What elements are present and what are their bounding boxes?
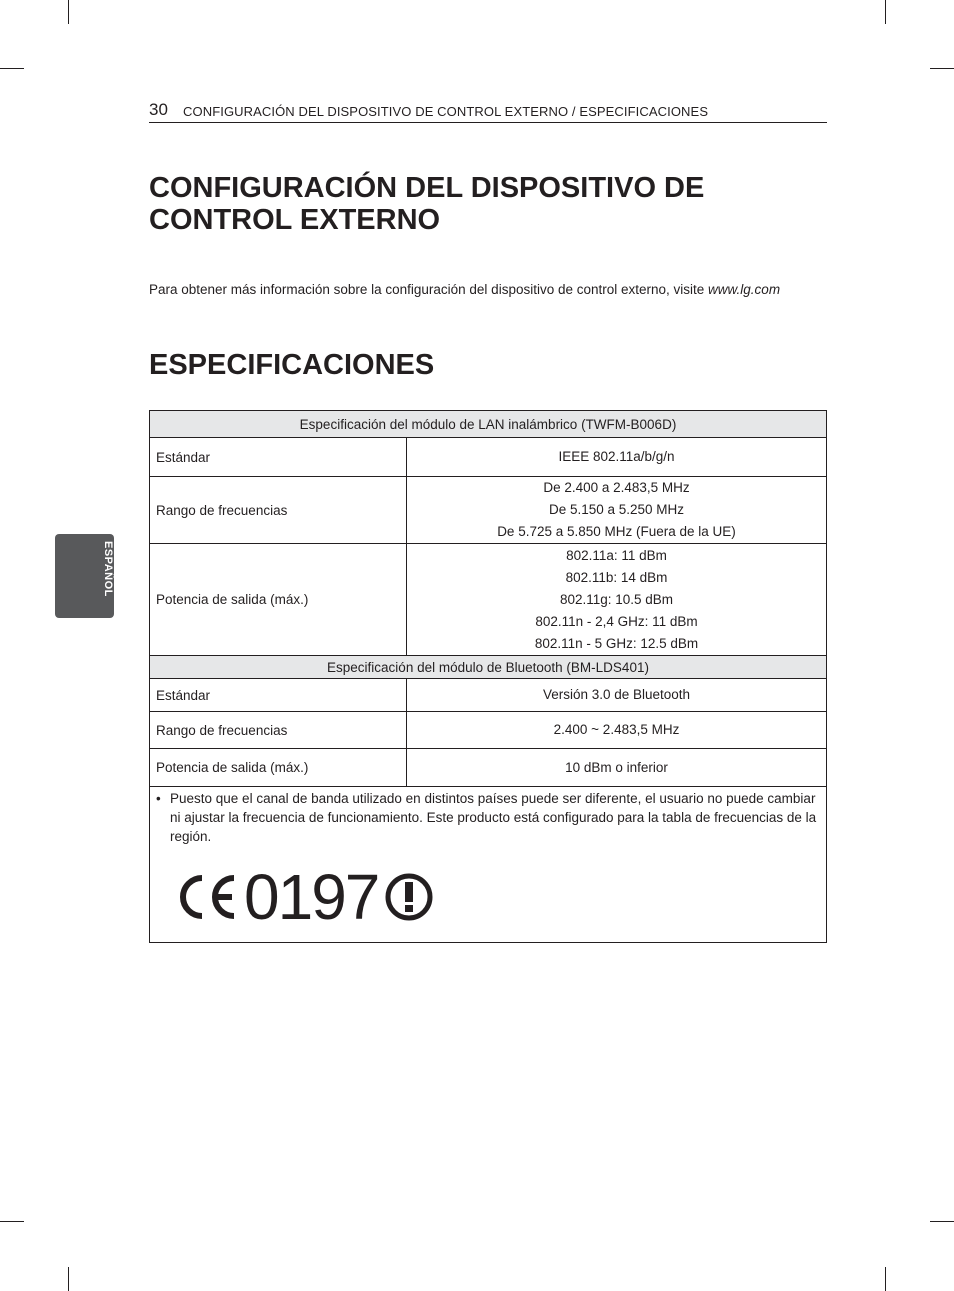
bt-header: Especificación del módulo de Bluetooth (BM-LDS401)	[150, 656, 827, 679]
note-bullet: • Puesto que el canal de banda utilizado en distintos países puede ser diferente, el usuario no puede cambiar ni ajustar la frecuencia de funcionamiento. Este producto está configurado para la tabla de frecuencias de la región.	[156, 789, 820, 846]
table-row	[150, 656, 827, 679]
row-value: IEEE 802.11a/b/g/n	[407, 438, 827, 477]
table-row	[150, 544, 827, 656]
language-tab-label: ESPAÑOL	[102, 541, 114, 597]
section-title-control: CONFIGURACIÓN DEL DISPOSITIVO DE CONTROL EXTERNO	[149, 172, 705, 236]
crop-mark	[68, 0, 69, 24]
section-title-specs: ESPECIFICACIONES	[149, 349, 435, 381]
ce-marking	[174, 862, 820, 932]
page-header	[149, 100, 827, 123]
crop-mark	[885, 1267, 886, 1291]
intro-paragraph	[149, 282, 780, 297]
page-number: 30	[149, 100, 168, 119]
ce-mark-icon	[174, 872, 238, 922]
row-label: Potencia de salida (máx.)	[150, 544, 407, 656]
row-value: De 2.400 a 2.483,5 MHz De 5.150 a 5.250 MHz De 5.725 a 5.850 MHz (Fuera de la UE)	[407, 477, 827, 544]
row-label: Estándar	[150, 438, 407, 477]
intro-text: Para obtener más información sobre la configuración del dispositivo de control externo, visite	[149, 282, 709, 297]
row-label: Potencia de salida (máx.)	[150, 749, 407, 787]
row-value: 2.400 ~ 2.483,5 MHz	[407, 712, 827, 749]
table-row	[150, 438, 827, 477]
wlan-header: Especificación del módulo de LAN inalámbrico (TWFM-B006D)	[150, 411, 827, 438]
row-label: Rango de frecuencias	[150, 712, 407, 749]
row-label: Rango de frecuencias	[150, 477, 407, 544]
crop-mark	[885, 0, 886, 24]
running-title: CONFIGURACIÓN DEL DISPOSITIVO DE CONTROL EXTERNO / ESPECIFICACIONES	[183, 104, 709, 119]
row-value: 802.11a: 11 dBm 802.11b: 14 dBm 802.11g: 10.5 dBm 802.11n - 2,4 GHz: 11 dBm 802.11n - 5 GHz: 12.5 dBm	[407, 544, 827, 656]
table-row	[150, 787, 827, 943]
spec-table	[149, 410, 827, 943]
lg-link[interactable]: www.lg.com	[708, 282, 781, 297]
note-text: Puesto que el canal de banda utilizado en distintos países puede ser diferente, el usuario no puede cambiar ni ajustar la frecuencia de funcionamiento. Este producto está configurado para la tabla de frecuencias de la región.	[170, 791, 817, 844]
crop-mark	[930, 68, 954, 69]
crop-mark	[0, 1221, 24, 1222]
row-value: 10 dBm o inferior	[407, 749, 827, 787]
crop-mark	[68, 1267, 69, 1291]
crop-mark	[930, 1221, 954, 1222]
table-row	[150, 411, 827, 438]
crop-mark	[0, 68, 24, 69]
table-row	[150, 679, 827, 712]
notified-body-number: 0197	[244, 861, 379, 933]
row-label: Estándar	[150, 679, 407, 712]
table-row	[150, 477, 827, 544]
note-cell	[150, 787, 827, 943]
table-row	[150, 712, 827, 749]
row-value: Versión 3.0 de Bluetooth	[407, 679, 827, 712]
table-row	[150, 749, 827, 787]
alert-icon	[384, 872, 434, 922]
